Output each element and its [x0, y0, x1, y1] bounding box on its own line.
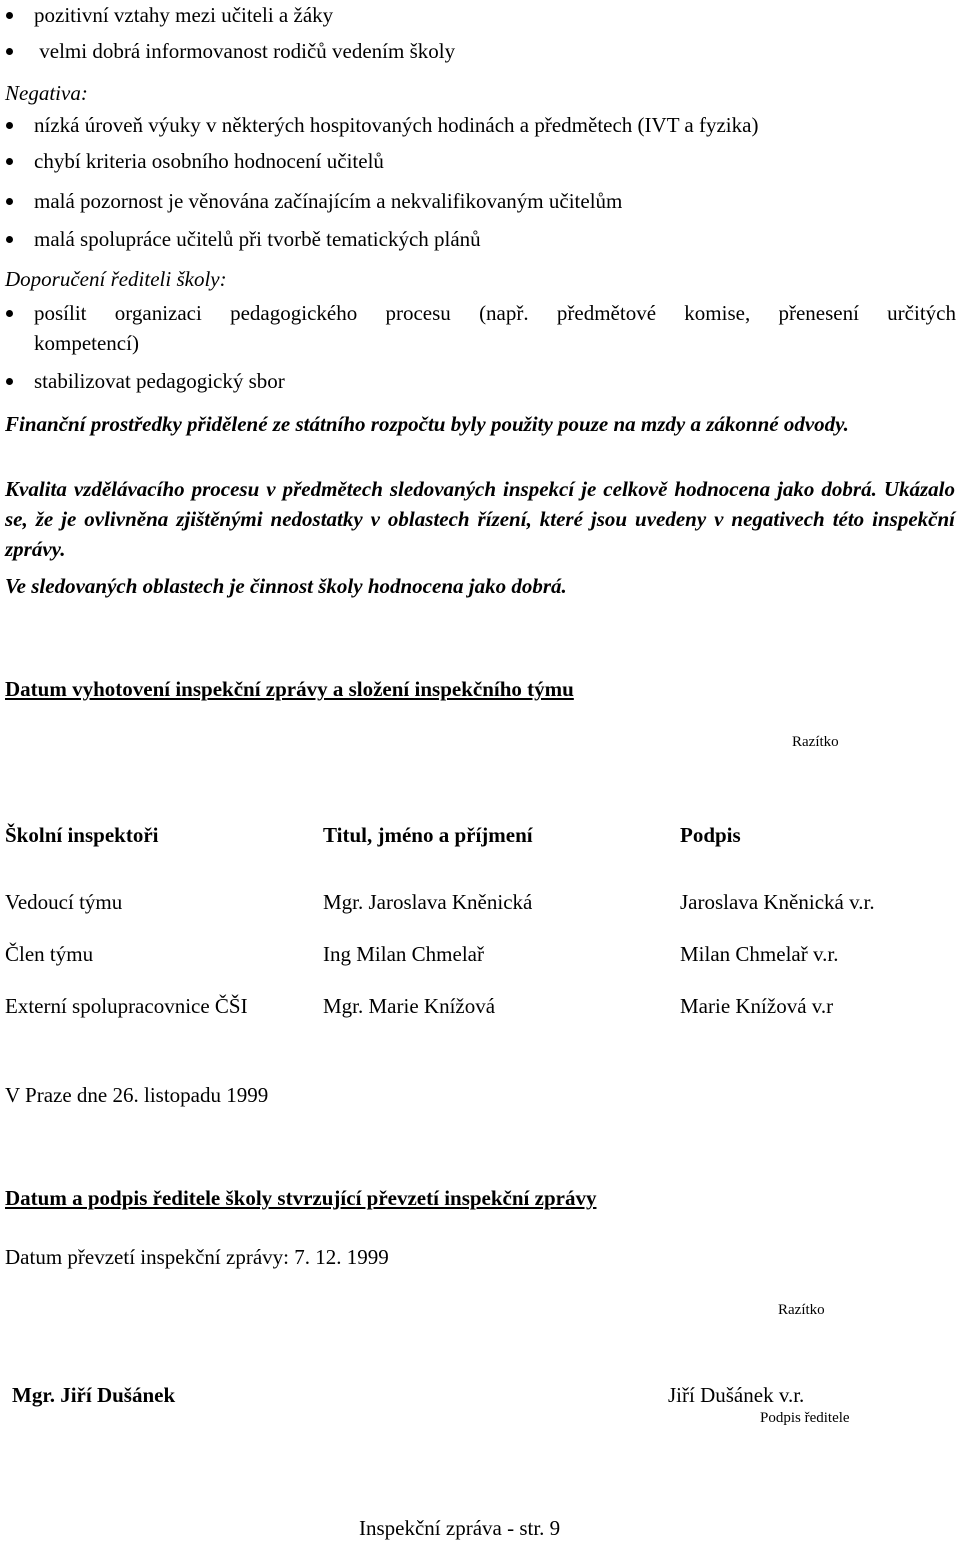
quality-paragraph: Kvalita vzdělávacího procesu v předmětech sledovaných inspekcí je celkově hodnocena jako dobrá. Ukázalo se, že je ovlivněna zjištěnými nedostatky v oblastech řízení, které jsou uvedeny v negativech této inspekční zprávy. — [5, 477, 955, 561]
list-item: pozitivní vztahy mezi učiteli a žáky — [0, 0, 960, 30]
overall-evaluation: Ve sledovaných oblastech je činnost školy hodnocena jako dobrá. — [5, 574, 567, 598]
director-name: Mgr. Jiří Dušánek — [12, 1383, 176, 1407]
list-item: velmi dobrá informovanost rodičů vedením školy — [0, 36, 960, 66]
page-footer: Inspekční zpráva - str. 9 — [359, 1516, 561, 1540]
recommendations-heading: Doporučení řediteli školy: — [5, 267, 227, 291]
list-item-continuation: kompetencí) — [34, 331, 139, 355]
list-item: nízká úroveň výuky v některých hospitovaných hodinách a předmětech (IVT a fyzika) — [0, 110, 960, 140]
column-header: Školní inspektoři — [5, 823, 159, 847]
team-member-signature: Milan Chmelař v.r. — [680, 942, 839, 966]
team-role: Vedoucí týmu — [5, 890, 123, 914]
column-header: Podpis — [680, 823, 741, 847]
list-item: stabilizovat pedagogický sbor — [0, 366, 960, 396]
team-member-signature: Jaroslava Kněnická v.r. — [680, 890, 875, 914]
team-role: Člen týmu — [5, 942, 94, 966]
bullet-icon — [6, 236, 13, 243]
team-member-signature: Marie Knížová v.r — [680, 994, 834, 1018]
list-item: malá spolupráce učitelů při tvorbě tematických plánů — [0, 224, 960, 254]
bullet-icon — [6, 310, 13, 317]
place-date: V Praze dne 26. listopadu 1999 — [5, 1083, 269, 1107]
director-section-heading: Datum a podpis ředitele školy stvrzující převzetí inspekční zprávy — [5, 1186, 597, 1210]
receipt-date: Datum převzetí inspekční zprávy: 7. 12. 1999 — [5, 1245, 389, 1269]
team-role: Externí spolupracovnice ČŠI — [5, 994, 248, 1018]
stamp-label: Razítko — [778, 1302, 825, 1318]
negatives-heading: Negativa: — [5, 81, 88, 105]
bullet-icon — [6, 12, 13, 19]
bullet-icon — [6, 48, 13, 55]
finance-paragraph: Finanční prostředky přidělené ze státního rozpočtu byly použity pouze na mzdy a zákonné odvody. — [5, 412, 849, 436]
team-member-name: Mgr. Jaroslava Kněnická — [323, 890, 533, 914]
team-member-name: Ing Milan Chmelař — [323, 942, 484, 966]
team-section-heading: Datum vyhotovení inspekční zprávy a složení inspekčního týmu — [5, 677, 574, 701]
bullet-icon — [6, 198, 13, 205]
bullet-icon — [6, 378, 13, 385]
list-item: malá pozornost je věnována začínajícím a nekvalifikovaným učitelům — [0, 186, 960, 216]
team-member-name: Mgr. Marie Knížová — [323, 994, 496, 1018]
stamp-label: Razítko — [792, 734, 839, 750]
director-signature: Jiří Dušánek v.r. — [668, 1383, 805, 1407]
bullet-icon — [6, 158, 13, 165]
list-item: chybí kriteria osobního hodnocení učitelů — [0, 146, 960, 176]
list-item: posílit organizaci pedagogického procesu (např. předmětové komise, přenesení určitých — [0, 298, 960, 328]
bullet-icon — [6, 122, 13, 129]
column-header: Titul, jméno a příjmení — [323, 823, 533, 847]
signature-label: Podpis ředitele — [760, 1410, 850, 1426]
